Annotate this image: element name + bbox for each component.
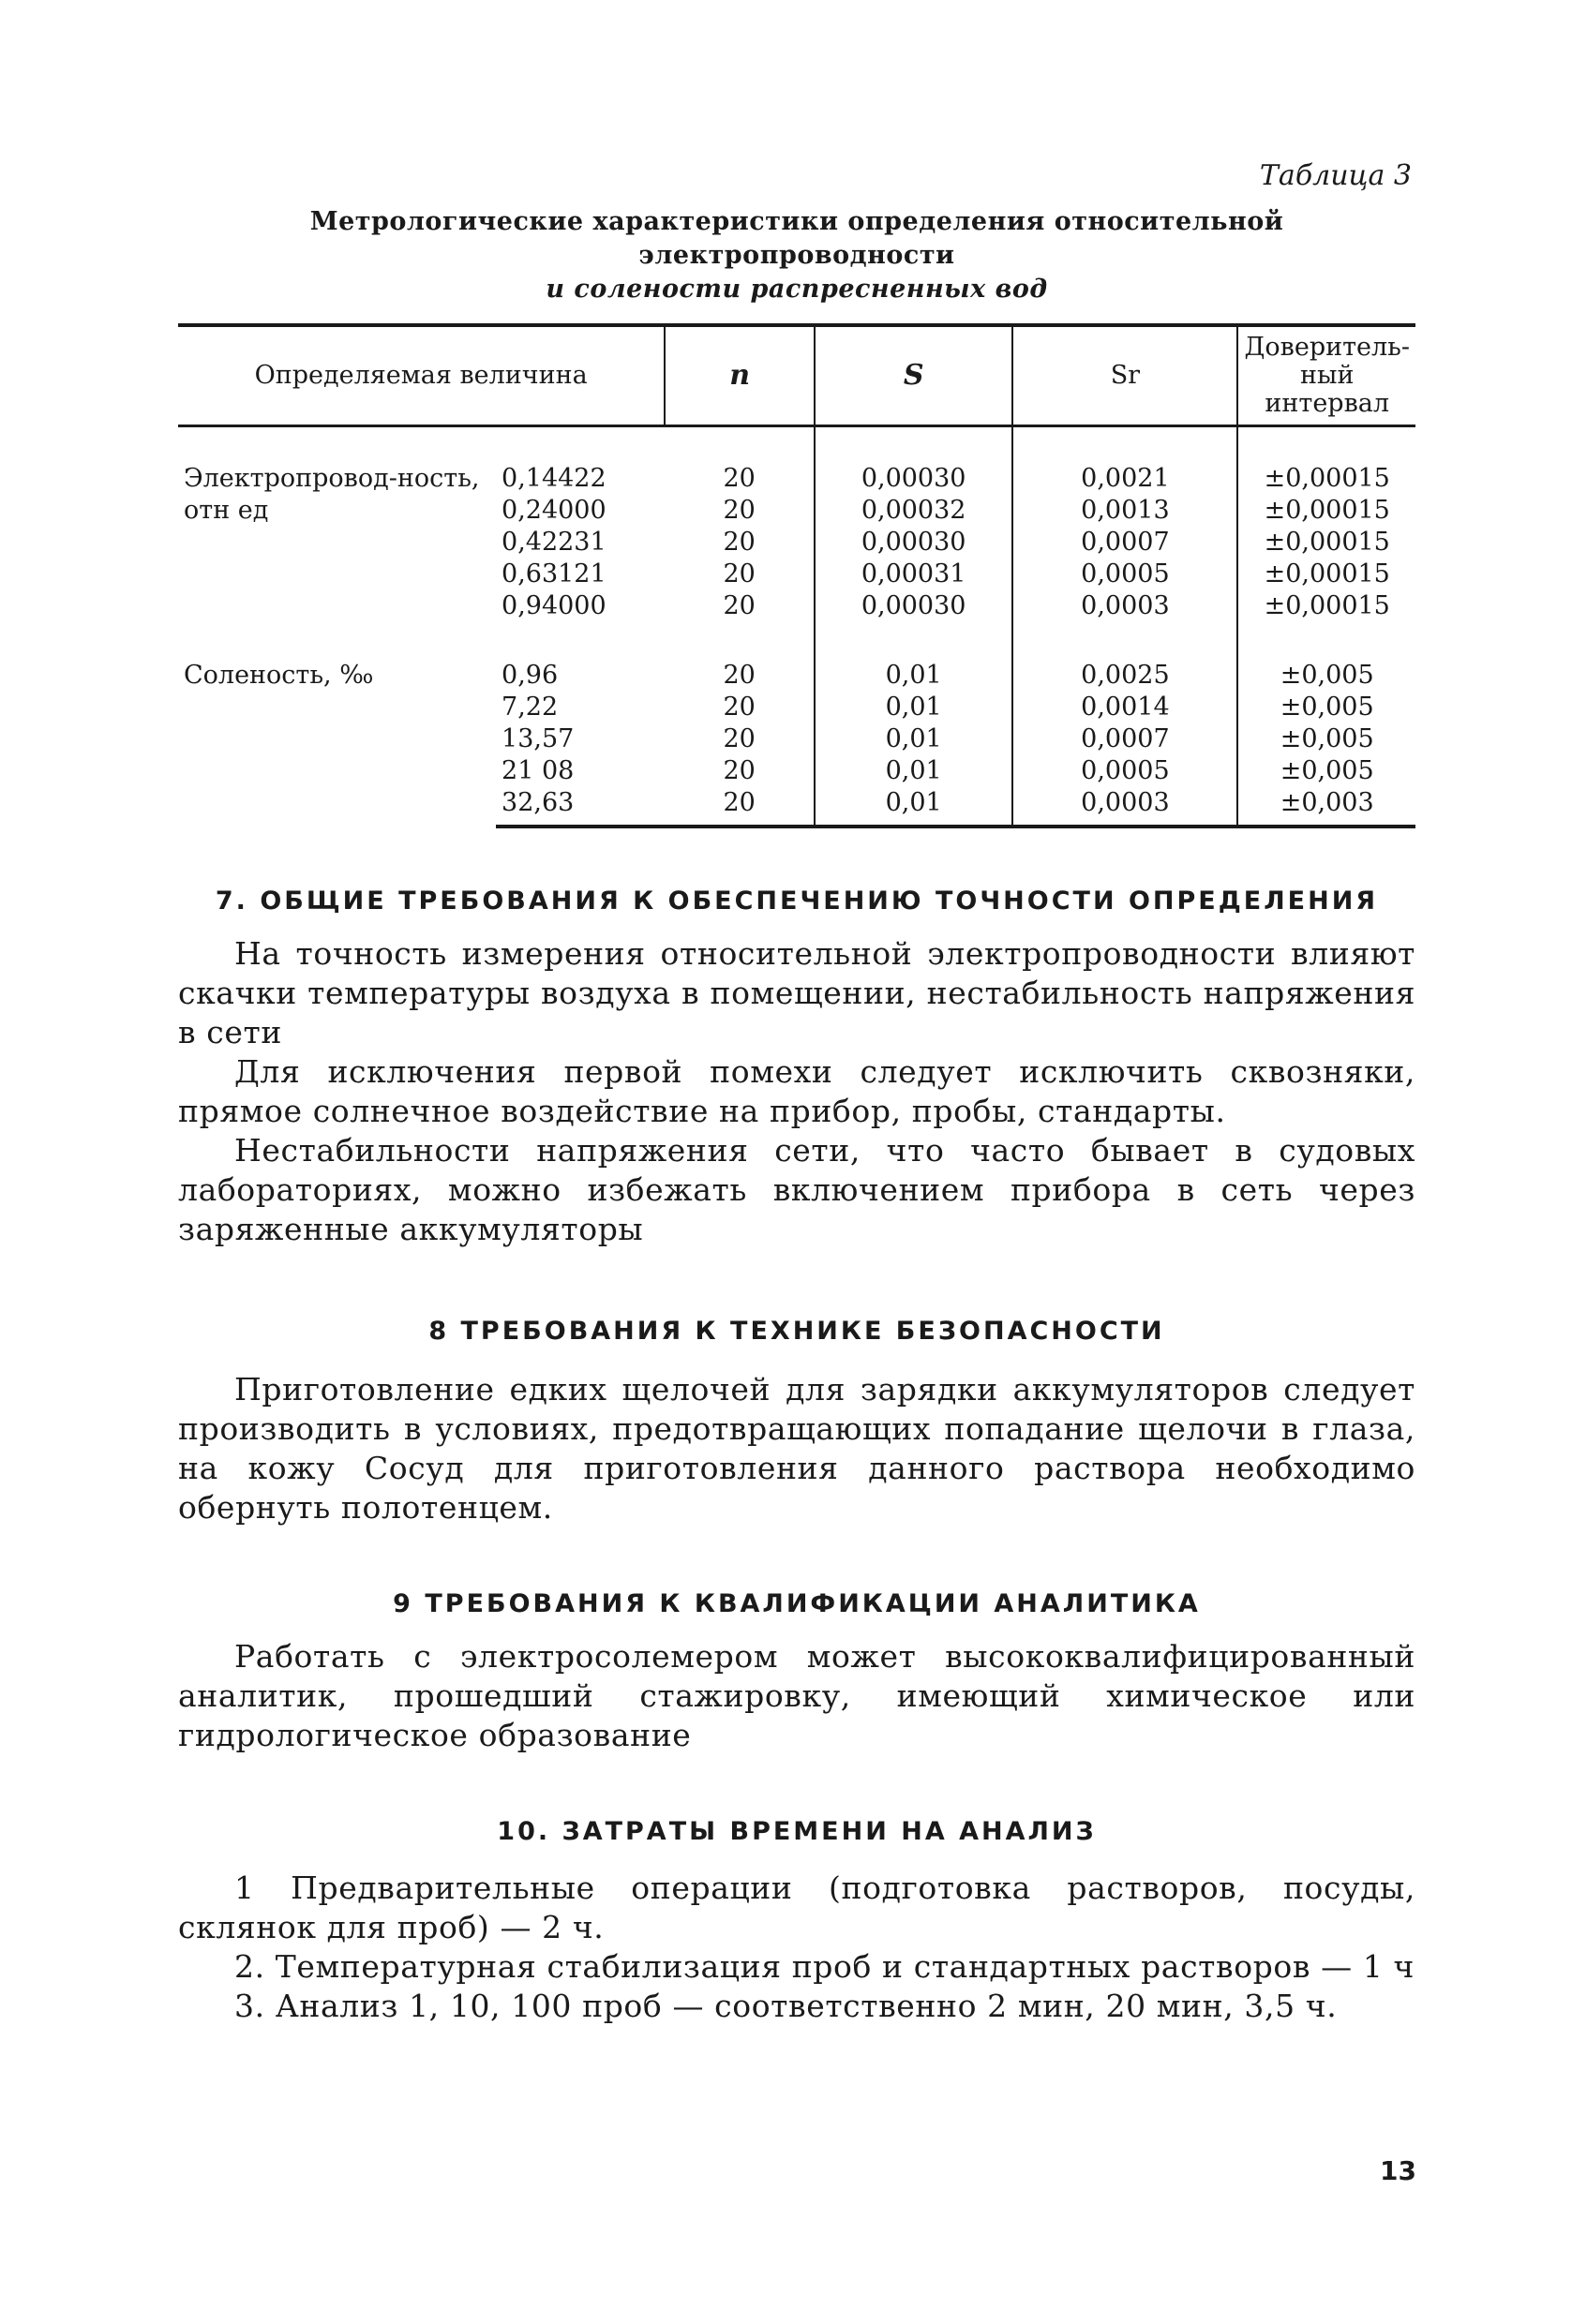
cell-ci: ±0,00015 [1237, 426, 1415, 496]
cell-value: 0,96 [502, 661, 559, 690]
cell-ci: ±0,00015 [1237, 495, 1415, 527]
paragraph: На точность измерения относительной электропроводности влияют скачки температуры воздуха в помещении, нестабильность напряжения в сети [178, 935, 1415, 1050]
cell-sr: 0,0007 [1012, 723, 1237, 755]
paragraph: Приготовление едких щелочей для зарядки аккумуляторов следует производить в условиях, предотвращающих попадание щелочи в глаза, на кожу Сосуд для приготовления данного раствора необходимо обернуть полотенцем. [178, 1371, 1415, 1526]
header-quantity: Определяемая величина [178, 325, 665, 426]
cell-value: 0,42231 [502, 528, 606, 557]
document-page [178, 159, 1415, 2026]
cell-sr: 0,0003 [1012, 590, 1237, 622]
header-s: S [815, 325, 1012, 426]
cell-n: 20 [723, 724, 756, 753]
cell-value: 21 08 [502, 756, 575, 785]
cell-s: 0,00031 [815, 559, 1012, 590]
metrology-table [178, 323, 1415, 828]
table-caption [178, 205, 1415, 306]
section-title: 9 ТРЕБОВАНИЯ К КВАЛИФИКАЦИИ АНАЛИТИКА [393, 1589, 1201, 1618]
cell-s: 0,01 [815, 660, 1012, 692]
cell-s: 0,01 [815, 692, 1012, 723]
section-accuracy [178, 886, 1415, 1249]
paragraph: 1 Предварительные операции (подготовка растворов, посуды, склянок для проб) — 2 ч. [178, 1870, 1415, 1945]
section-title: 7. ОБЩИЕ ТРЕБОВАНИЯ К ОБЕСПЕЧЕНИЮ ТОЧНОСТИ ОПРЕДЕЛЕНИЯ [215, 886, 1379, 916]
cell-n: 20 [723, 496, 756, 525]
cell-ci: ±0,00015 [1237, 527, 1415, 559]
section-time-costs [178, 1817, 1415, 2026]
cell-ci: ±0,005 [1237, 692, 1415, 723]
cell-sr: 0,0003 [1012, 787, 1237, 827]
paragraph: 3. Анализ 1, 10, 100 проб — соответственно 2 мин, 20 мин, 3,5 ч. [234, 1988, 1338, 2024]
cell-value: 0,24000 [502, 496, 606, 525]
cell-sr: 0,0014 [1012, 692, 1237, 723]
cell-sr: 0,0013 [1012, 495, 1237, 527]
cell-sr: 0,0021 [1012, 426, 1237, 496]
section-safety [178, 1317, 1415, 1527]
header-sr: Sr [1012, 325, 1237, 426]
cell-n: 20 [723, 756, 756, 785]
cell-value: 7,22 [502, 693, 559, 722]
cell-n: 20 [723, 464, 756, 493]
cell-sr: 0,0005 [1012, 755, 1237, 787]
paragraph: Работать с электросолемером может высококвалифицированный аналитик, прошедший стажировку, имеющий химическое или гидрологическое образование [178, 1638, 1415, 1753]
cell-n: 20 [723, 559, 756, 588]
cell-ci: ±0,003 [1237, 787, 1415, 827]
paragraph: 2. Температурная стабилизация проб и стандартных растворов — 1 ч [234, 1948, 1415, 1985]
table-row [178, 660, 1415, 692]
page-number: 13 [1380, 2155, 1416, 2186]
cell-s: 0,00030 [815, 426, 1012, 496]
table-row [178, 426, 1415, 496]
table-header-row [178, 325, 1415, 426]
cell-n: 20 [723, 528, 756, 557]
cell-n: 20 [723, 693, 756, 722]
section-title: 10. ЗАТРАТЫ ВРЕМЕНИ НА АНАЛИЗ [497, 1817, 1097, 1846]
section-qualification [178, 1589, 1415, 1755]
header-n: n [665, 325, 815, 426]
cell-value: 0,14422 [502, 464, 606, 493]
cell-ci: ±0,00015 [1237, 590, 1415, 622]
cell-ci: ±0,00015 [1237, 559, 1415, 590]
table-label: Таблица 3 [1259, 159, 1412, 192]
cell-ci: ±0,005 [1237, 755, 1415, 787]
group-name-conductivity: Электропровод-ность, отн ед [184, 464, 480, 525]
cell-sr: 0,0025 [1012, 660, 1237, 692]
cell-n: 20 [723, 591, 756, 620]
header-confidence-interval: Доверитель-ный интервал [1237, 325, 1415, 426]
cell-s: 0,01 [815, 787, 1012, 827]
cell-value: 0,94000 [502, 591, 606, 620]
cell-value: 13,57 [502, 724, 575, 753]
cell-s: 0,00030 [815, 590, 1012, 622]
cell-s: 0,00030 [815, 527, 1012, 559]
cell-sr: 0,0007 [1012, 527, 1237, 559]
cell-s: 0,01 [815, 723, 1012, 755]
section-title: 8 ТРЕБОВАНИЯ К ТЕХНИКЕ БЕЗОПАСНОСТИ [428, 1317, 1165, 1346]
cell-ci: ±0,005 [1237, 660, 1415, 692]
table-spacer-row [178, 622, 1415, 660]
cell-n: 20 [723, 661, 756, 690]
cell-n: 20 [665, 787, 815, 827]
cell-value: 32,63 [496, 787, 665, 827]
table-caption-line-1: Метрологические характеристики определения относительной электропроводности [309, 207, 1284, 270]
paragraph: Для исключения первой помехи следует исключить сквозняки, прямое солнечное воздействие на прибор, пробы, стандарты. [178, 1053, 1415, 1129]
group-name-salinity: Соленость, ‰ [184, 661, 374, 690]
paragraph: Нестабильности напряжения сети, что часто бывает в судовых лабораториях, можно избежать включением прибора в сеть через заряженные аккумуляторы [178, 1132, 1415, 1247]
cell-ci: ±0,005 [1237, 723, 1415, 755]
table-caption-line-2: и солености распресненных вод [546, 275, 1048, 304]
cell-s: 0,00032 [815, 495, 1012, 527]
cell-sr: 0,0005 [1012, 559, 1237, 590]
cell-s: 0,01 [815, 755, 1012, 787]
cell-value: 0,63121 [502, 559, 606, 588]
